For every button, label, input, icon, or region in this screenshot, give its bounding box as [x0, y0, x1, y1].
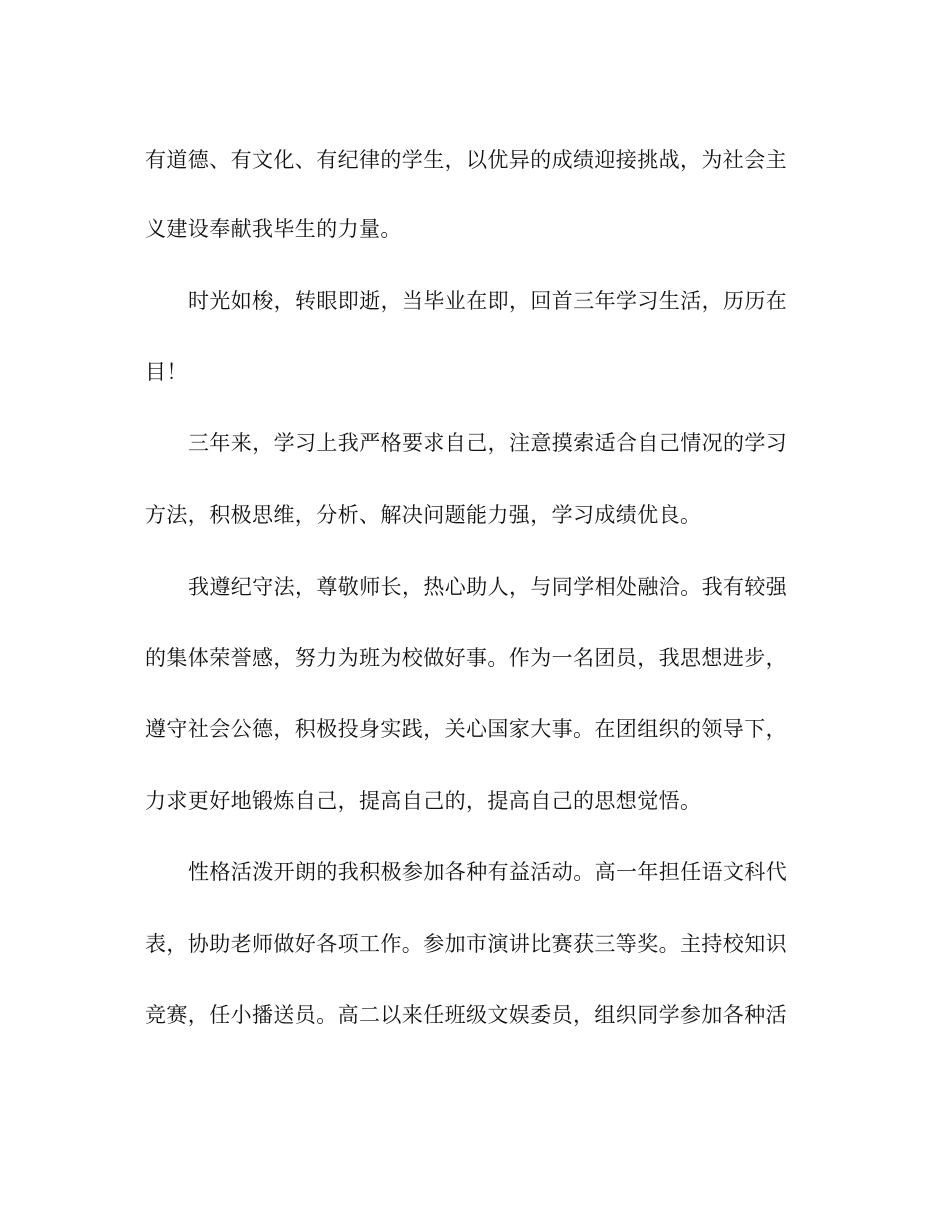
text-line: 遵守社会公德，积极投身实践，关心国家大事。在团组织的领导下， — [145, 717, 787, 741]
text-line: 力求更好地锻炼自己，提高自己的，提高自己的思想觉悟。 — [145, 789, 702, 813]
text-line: 目！ — [145, 360, 188, 384]
paragraph-start-line: 三年来，学习上我严格要求自己，注意摸索适合自己情况的学习 — [188, 431, 788, 455]
text-line: 义建设奉献我毕生的力量。 — [145, 217, 402, 241]
paragraph-start-line: 时光如梭，转眼即逝，当毕业在即，回首三年学习生活，历历在 — [188, 289, 788, 313]
text-line: 表，协助老师做好各项工作。参加市演讲比赛获三等奖。主持校知识 — [145, 932, 787, 956]
text-line: 方法，积极思维，分析、解决问题能力强，学习成绩优良。 — [145, 503, 702, 527]
text-line: 的集体荣誉感，努力为班为校做好事。作为一名团员，我思想进步， — [145, 646, 787, 670]
text-line: 有道德、有文化、有纪律的学生，以优异的成绩迎接挑战，为社会主 — [145, 148, 787, 172]
paragraph-start-line: 我遵纪守法，尊敬师长，热心助人，与同学相处融洽。我有较强 — [188, 575, 788, 599]
paragraph-start-line: 性格活泼开朗的我积极参加各种有益活动。高一年担任语文科代 — [188, 860, 788, 884]
text-line: 竞赛，任小播送员。高二以来任班级文娱委员，组织同学参加各种活 — [145, 1003, 787, 1027]
